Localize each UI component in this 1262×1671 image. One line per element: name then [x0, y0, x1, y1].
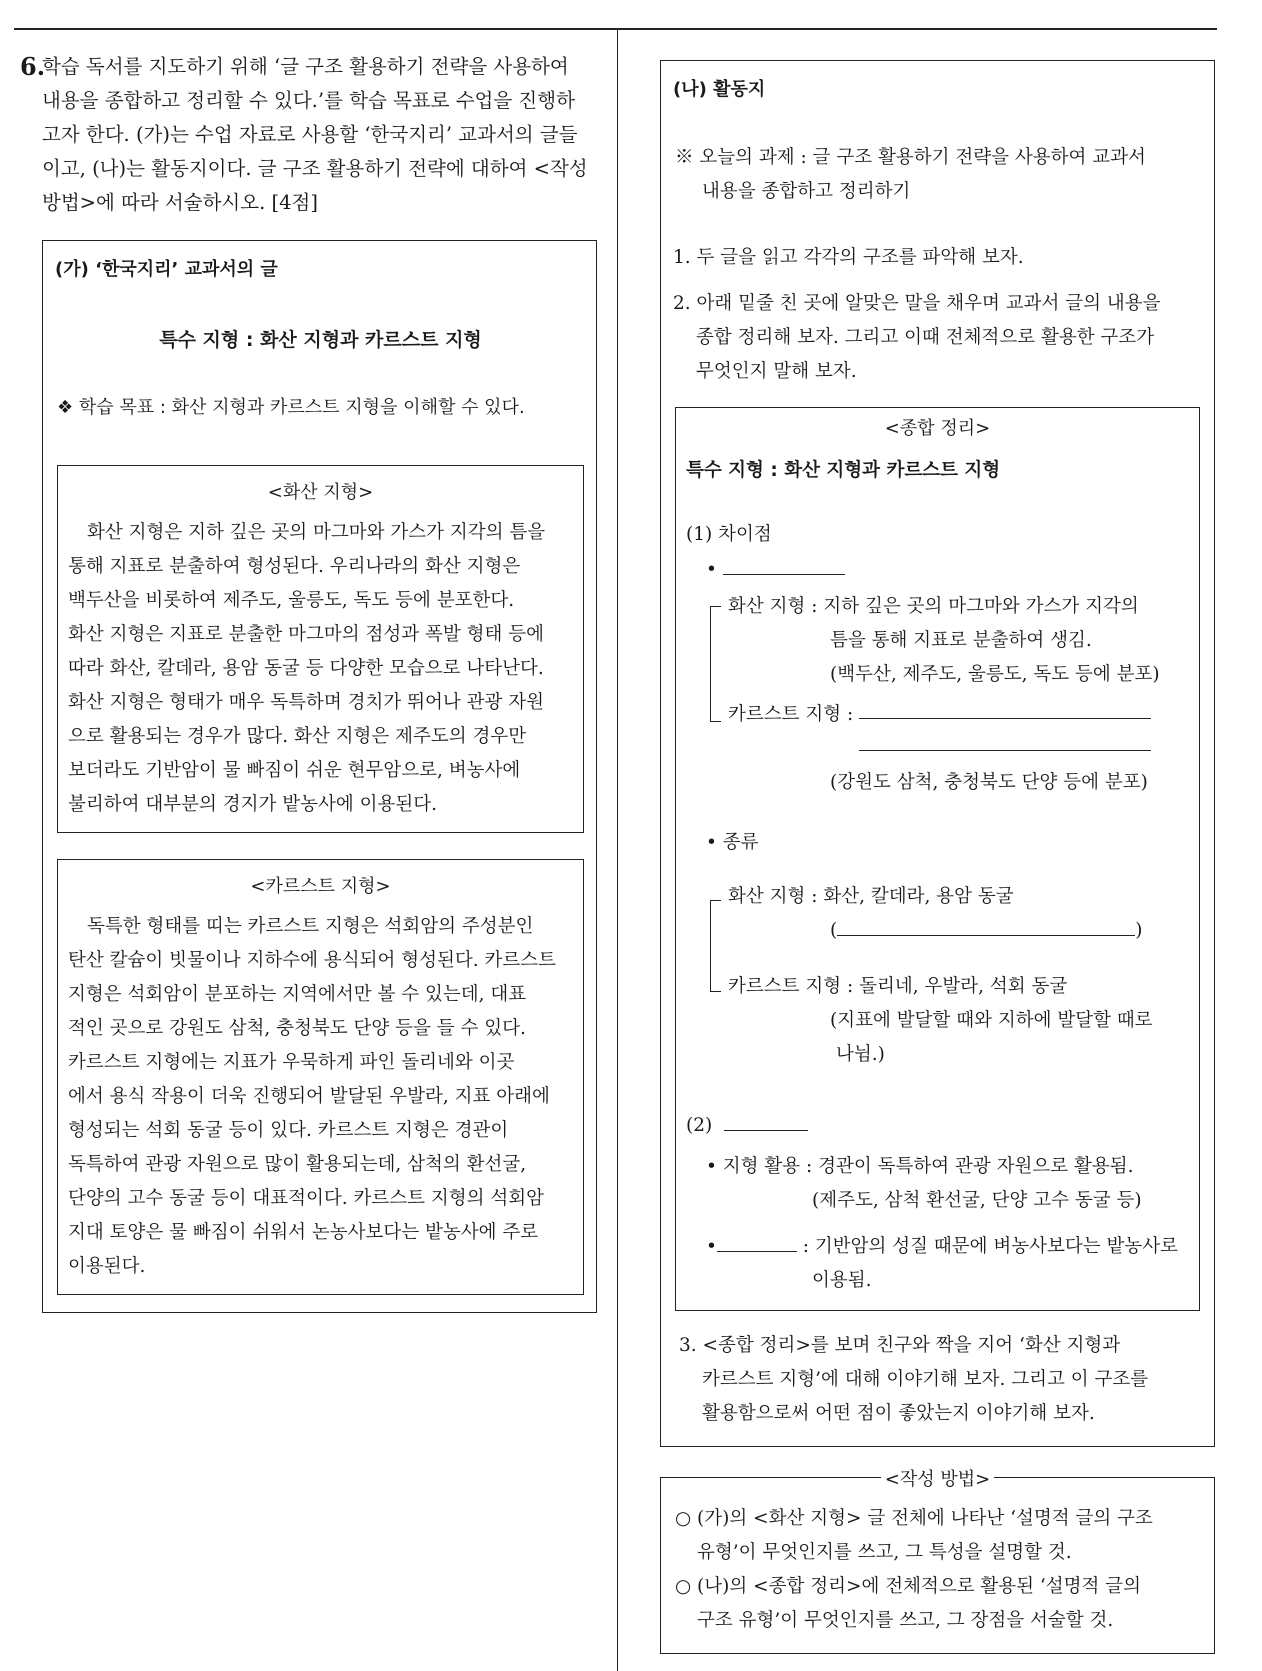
ga-textbook-box — [42, 240, 597, 1313]
question-stem — [42, 50, 597, 220]
volcanic-diff-text: 틈을 통해 지표로 분출하여 생김. — [830, 630, 1092, 651]
farming-blank[interactable] — [717, 1231, 797, 1252]
writing-method-box — [660, 1469, 1215, 1654]
volcanic-line: 화산 지형은 지표로 분출한 마그마의 점성과 폭발 형태 등에 — [68, 624, 544, 645]
method-item-1 — [675, 1502, 1205, 1570]
volcanic-line: 화산 지형은 형태가 매우 독특하며 경치가 뛰어나 관광 자원 — [68, 692, 544, 713]
karst-diff-label: 카르스트 지형 : — [728, 704, 854, 725]
paren-close: ) — [1135, 920, 1143, 941]
volcanic-types: 화산 지형 : 화산, 칼데라, 용암 동굴 — [728, 886, 1014, 907]
question-line: 고자 한다. (가)는 수업 자료로 사용할 ‘한국지리’ 교과서의 글들 — [42, 123, 578, 146]
karst-line: 카르스트 지형에는 지표가 우묵하게 파인 돌리네와 이곳 — [68, 1052, 515, 1073]
farming-line — [706, 1230, 1191, 1298]
karst-line: 지형은 석회암이 분포하는 지역에서만 볼 수 있는데, 대표 — [68, 984, 527, 1005]
task-line: 내용을 종합하고 정리하기 — [702, 181, 911, 202]
step3-line: 3. <종합 정리>를 보며 친구와 짝을 지어 ‘화산 지형과 — [679, 1335, 1121, 1356]
volcanic-line: 화산 지형은 지하 깊은 곳의 마그마와 가스가 지각의 틈을 — [87, 522, 546, 543]
volcanic-line: 통해 지표로 분출하여 형성된다. 우리나라의 화산 지형은 — [68, 556, 521, 577]
volcanic-text — [68, 516, 575, 822]
paren-open: ( — [830, 920, 838, 941]
question-line: 학습 독서를 지도하기 위해 ‘글 구조 활용하기 전략을 사용하여 — [42, 55, 569, 78]
volcanic-types-blank-line[interactable] — [837, 915, 1135, 936]
bullet-dot: • — [706, 1236, 717, 1257]
volcanic-title: <화산 지형> — [267, 482, 374, 503]
karst-passage-box — [57, 859, 584, 1295]
farming-text: 이용됨. — [812, 1270, 872, 1291]
karst-line: 이용된다. — [68, 1256, 146, 1277]
terrain-use-note: (제주도, 삼척 환선굴, 단양 고수 동굴 등) — [812, 1190, 1142, 1211]
writing-method-title — [661, 1465, 1214, 1491]
step2-line: 무엇인지 말해 보자. — [696, 361, 857, 382]
method-line: ○ (나)의 <종합 정리>에 전체적으로 활용된 ‘설명적 글의 — [675, 1576, 1142, 1597]
section-2 — [686, 1110, 808, 1136]
karst-line: 단양의 고수 동굴 등이 대표적이다. 카르스트 지형의 석회암 — [68, 1188, 544, 1209]
method-item-2 — [675, 1570, 1205, 1638]
step-1: 1. 두 글을 읽고 각각의 구조를 파악해 보자. — [673, 247, 1024, 268]
karst-line: 에서 용식 작용이 더욱 진행되어 발달된 우발라, 지표 아래에 — [68, 1086, 550, 1107]
volcanic-diff-text: (백두산, 제주도, 울릉도, 독도 등에 분포) — [830, 664, 1160, 685]
diff-bracket — [710, 606, 721, 722]
criterion-blank[interactable] — [723, 554, 845, 575]
volcanic-diff-text: 지하 깊은 곳의 마그마와 가스가 지각의 — [823, 596, 1139, 617]
volcanic-diff — [728, 590, 1198, 692]
karst-types: 카르스트 지형 : 돌리네, 우발라, 석회 동굴 — [728, 976, 1068, 997]
volcanic-line: 불리하여 대부분의 경지가 밭농사에 이용된다. — [68, 794, 437, 815]
summary-subtitle: 특수 지형 : 화산 지형과 카르스트 지형 — [686, 460, 1001, 481]
karst-line: 독특하여 관광 자원으로 많이 활용되는데, 삼척의 환선굴, — [68, 1154, 527, 1175]
volcanic-types-blank — [830, 915, 1142, 941]
na-activity-box — [660, 60, 1215, 1447]
karst-diff-blank-1[interactable] — [859, 718, 1151, 719]
karst-line: 독특한 형태를 띠는 카르스트 지형은 석회암의 주성분인 — [87, 916, 534, 937]
step-2 — [673, 287, 1208, 389]
volcanic-passage-box — [57, 465, 584, 833]
karst-line: 지대 토양은 물 빠짐이 쉬워서 논농사보다는 밭농사에 주로 — [68, 1222, 539, 1243]
column-divider — [617, 28, 618, 1671]
step3-line: 카르스트 지형’에 대해 이야기해 보자. 그리고 이 구조를 — [702, 1369, 1149, 1390]
ga-learning-goal: ❖ 학습 목표 : 화산 지형과 카르스트 지형을 이해할 수 있다. — [57, 397, 525, 418]
volcanic-line: 백두산을 비롯하여 제주도, 울릉도, 독도 등에 분포한다. — [68, 590, 515, 611]
question-line: 내용을 종합하고 정리할 수 있다.’를 학습 목표로 수업을 진행하 — [42, 89, 575, 112]
karst-types-note — [830, 1004, 1153, 1072]
task-line: ※ 오늘의 과제 : 글 구조 활용하기 전략을 사용하여 교과서 — [675, 147, 1146, 168]
volcanic-line: 따라 화산, 칼데라, 용암 동굴 등 다양한 모습으로 나타난다. — [68, 658, 544, 679]
karst-note-line: 나뉨.) — [836, 1044, 885, 1065]
step2-line: 종합 정리해 보자. 그리고 이때 전체적으로 활용한 구조가 — [696, 327, 1155, 348]
volcanic-diff-label: 화산 지형 : — [728, 596, 824, 617]
writing-method-title-text: <작성 방법> — [881, 1469, 994, 1490]
karst-line: 형성되는 석회 동굴 등이 있다. 카르스트 지형은 경관이 — [68, 1120, 509, 1141]
karst-distribution: (강원도 삼척, 충청북도 단양 등에 분포) — [830, 772, 1148, 793]
ga-title: 특수 지형 : 화산 지형과 카르스트 지형 — [159, 329, 482, 351]
terrain-use: • 지형 활용 : 경관이 독특하여 관광 자원으로 활용됨. — [706, 1156, 1134, 1177]
method-line: 구조 유형’이 무엇인지를 쓰고, 그 장점을 서술할 것. — [697, 1610, 1114, 1631]
ga-header: (가) ‘한국지리’ 교과서의 글 — [55, 259, 278, 280]
question-line: 방법>에 따라 서술하시오. [4점] — [42, 191, 318, 214]
types-bracket — [710, 900, 721, 992]
karst-diff — [728, 700, 853, 726]
question-line: 이고, (나)는 활동지이다. 글 구조 활용하기 전략에 대하여 <작성 — [42, 157, 588, 180]
karst-line: 탄산 칼슘이 빗물이나 지하수에 용식되어 형성된다. 카르스트 — [68, 950, 556, 971]
summary-title: <종합 정리> — [884, 418, 991, 439]
section-2-blank[interactable] — [724, 1110, 808, 1131]
diff-bullet — [706, 554, 845, 580]
farming-text: : 기반암의 성질 때문에 벼농사보다는 밭농사로 — [796, 1236, 1178, 1257]
question-number: 6. — [20, 52, 46, 81]
section-2-label: (2) — [686, 1115, 713, 1136]
na-task — [675, 141, 1205, 209]
summary-box — [675, 407, 1200, 1311]
step-3 — [679, 1329, 1204, 1431]
step3-line: 활용함으로써 어떤 점이 좋았는지 이야기해 보자. — [702, 1403, 1095, 1424]
karst-text — [68, 910, 575, 1284]
volcanic-line: 으로 활용되는 경우가 많다. 화산 지형은 제주도의 경우만 — [68, 726, 527, 747]
differences-label: (1) 차이점 — [686, 524, 772, 545]
method-line: 유형’이 무엇인지를 쓰고, 그 특성을 설명할 것. — [697, 1542, 1072, 1563]
top-rule — [14, 28, 1217, 30]
method-line: ○ (가)의 <화산 지형> 글 전체에 나타난 ‘설명적 글의 구조 — [675, 1508, 1153, 1529]
types-label: • 종류 — [706, 832, 759, 853]
step2-line: 2. 아래 밑줄 친 곳에 알맞은 말을 채우며 교과서 글의 내용을 — [673, 293, 1161, 314]
bullet-dot: • — [706, 559, 717, 580]
karst-diff-blank-2[interactable] — [859, 750, 1151, 751]
volcanic-line: 보더라도 기반암이 물 빠짐이 쉬운 현무암으로, 벼농사에 — [68, 760, 521, 781]
na-header: (나) 활동지 — [673, 79, 766, 100]
karst-title: <카르스트 지형> — [250, 876, 391, 897]
karst-note-line: (지표에 발달할 때와 지하에 발달할 때로 — [830, 1010, 1153, 1031]
karst-line: 적인 곳으로 강원도 삼척, 충청북도 단양 등을 들 수 있다. — [68, 1018, 526, 1039]
